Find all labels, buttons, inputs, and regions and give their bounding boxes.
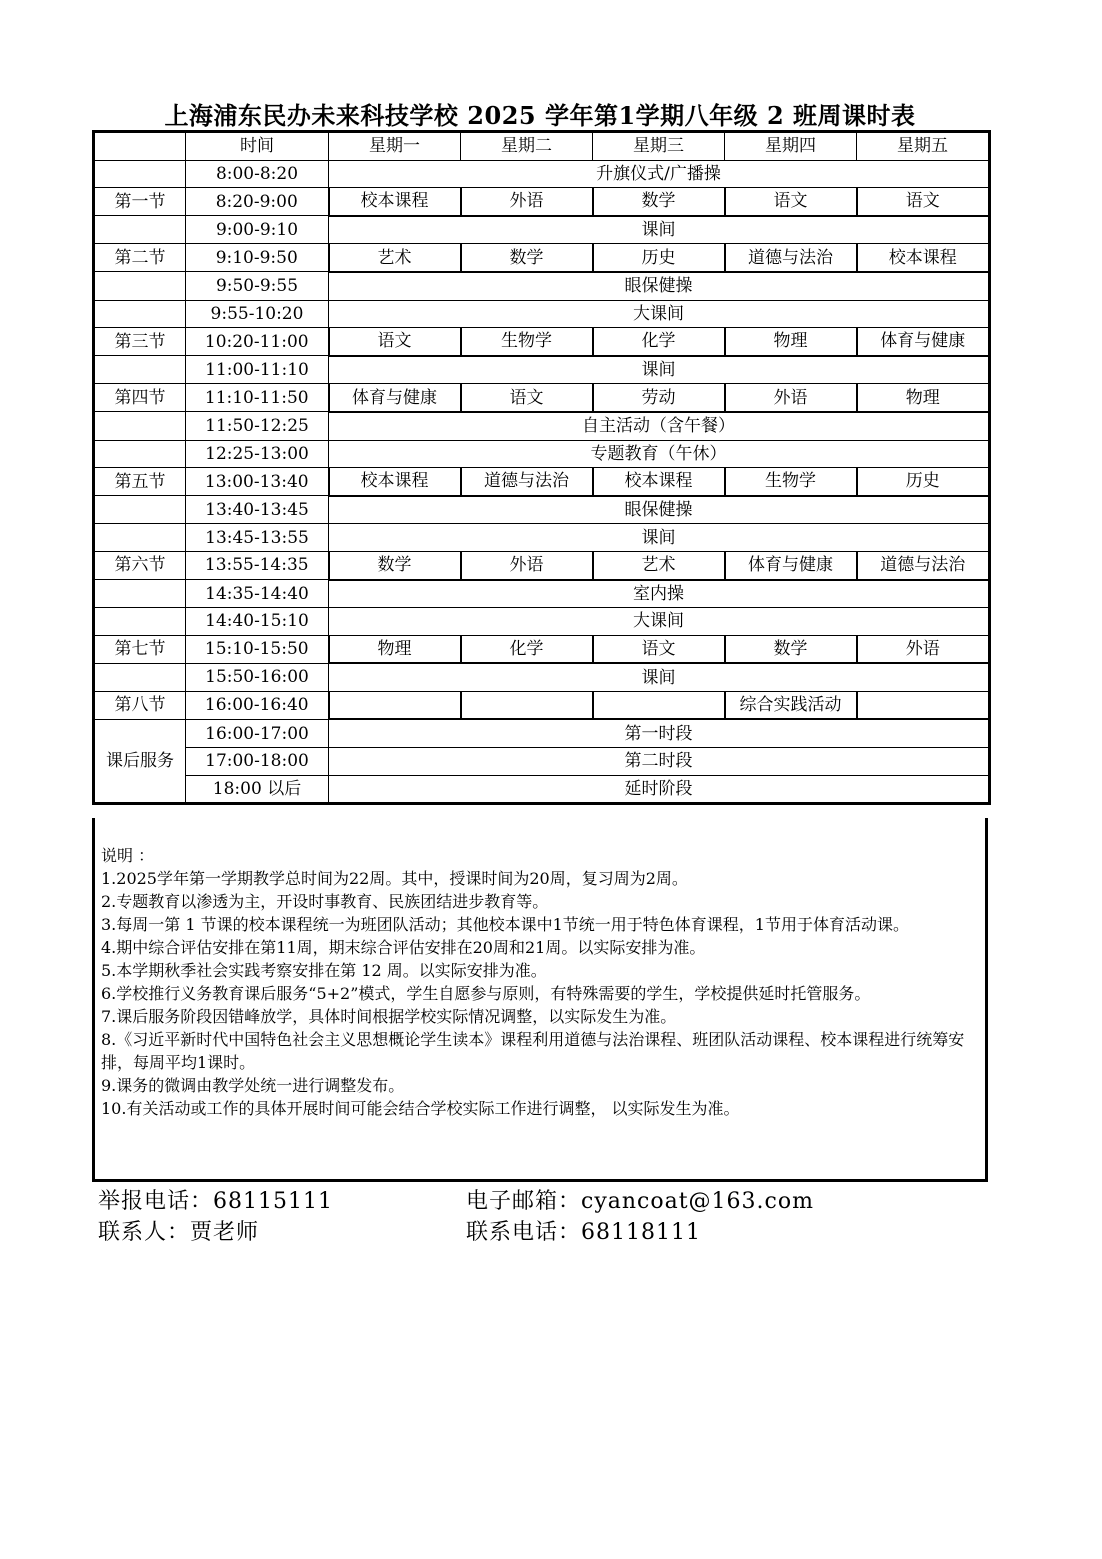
table-row <box>94 663 990 691</box>
activity-cell: 专题教育（午休） <box>329 440 990 468</box>
class-cell: 化学 <box>593 328 725 356</box>
table-row <box>94 244 990 272</box>
table-row <box>94 160 990 188</box>
column-header: 星期三 <box>593 132 725 161</box>
activity-cell: 眼保健操 <box>329 496 990 524</box>
contact-phone: 联系电话：68118111 <box>466 1220 701 1245</box>
class-cell: 道德与法治 <box>461 468 593 496</box>
class-cell: 外语 <box>857 635 990 663</box>
activity-cell: 延时阶段 <box>329 775 990 804</box>
class-cell: 校本课程 <box>593 468 725 496</box>
time-cell: 10:20-11:00 <box>186 328 329 356</box>
period-cell <box>94 496 186 524</box>
period-cell <box>94 356 186 384</box>
period-cell <box>94 272 186 300</box>
class-cell: 语文 <box>593 635 725 663</box>
time-cell: 8:20-9:00 <box>186 188 329 216</box>
activity-cell: 课间 <box>329 663 990 691</box>
activity-cell: 升旗仪式/广播操 <box>329 160 990 188</box>
time-cell: 15:10-15:50 <box>186 635 329 663</box>
contact-email: 电子邮箱：cyancoat@163.com <box>466 1189 814 1214</box>
column-header: 星期一 <box>329 132 461 161</box>
class-cell <box>857 691 990 719</box>
class-cell: 物理 <box>725 328 857 356</box>
period-cell <box>94 440 186 468</box>
note-line: 7.课后服务阶段因错峰放学，具体时间根据学校实际情况调整，以实际发生为准。 <box>101 1007 677 1026</box>
period-cell: 第四节 <box>94 384 186 412</box>
activity-cell: 第二时段 <box>329 748 990 776</box>
period-cell <box>94 663 186 691</box>
class-cell: 艺术 <box>329 244 461 272</box>
class-cell: 体育与健康 <box>329 384 461 412</box>
contact-person: 联系人：贾老师 <box>98 1220 260 1245</box>
column-header <box>94 132 186 161</box>
class-cell: 物理 <box>857 384 990 412</box>
note-line: 8.《习近平新时代中国特色社会主义思想概论学生读本》课程利用道德与法治课程、班团队活动课程、校本课程进行统筹安排，每周平均1课时。 <box>101 1030 965 1072</box>
period-cell: 第二节 <box>94 244 186 272</box>
time-cell: 14:40-15:10 <box>186 608 329 636</box>
table-row <box>94 356 990 384</box>
report-phone: 举报电话：68115111 <box>98 1189 333 1214</box>
note-line: 3.每周一第 1 节课的校本课程统一为班团队活动；其他校本课中1节统一用于特色体育课程，1节用于体育活动课。 <box>101 915 909 934</box>
column-header: 星期五 <box>857 132 990 161</box>
time-cell: 14:35-14:40 <box>186 580 329 608</box>
table-row <box>94 551 990 579</box>
time-cell: 16:00-17:00 <box>186 719 329 747</box>
time-cell: 17:00-18:00 <box>186 748 329 776</box>
after-school-label: 课后服务 <box>94 719 186 803</box>
table-row <box>94 580 990 608</box>
class-cell: 数学 <box>461 244 593 272</box>
class-cell: 数学 <box>329 551 461 579</box>
period-cell: 第五节 <box>94 468 186 496</box>
class-cell <box>461 691 593 719</box>
schedule-table <box>92 130 991 805</box>
note-line: 2.专题教育以渗透为主，开设时事教育、民族团结进步教育等。 <box>101 892 549 911</box>
time-cell: 18:00 以后 <box>186 775 329 804</box>
class-cell: 历史 <box>857 468 990 496</box>
period-cell <box>94 580 186 608</box>
class-cell: 历史 <box>593 244 725 272</box>
period-cell <box>94 608 186 636</box>
table-row <box>94 300 990 328</box>
table-row <box>94 748 990 776</box>
note-line: 4.期中综合评估安排在第11周，期末综合评估安排在20周和21周。以实际安排为准。 <box>101 938 706 957</box>
page-title: 上海浦东民办未来科技学校 2025 学年第1学期八年级 2 班周课时表 <box>164 101 916 130</box>
time-cell: 13:00-13:40 <box>186 468 329 496</box>
note-line: 10.有关活动或工作的具体开展时间可能会结合学校实际工作进行调整， 以实际发生为准。 <box>101 1099 740 1118</box>
table-row <box>94 635 990 663</box>
note-line: 6.学校推行义务教育课后服务“5+2”模式，学生自愿参与原则，有特殊需要的学生，学校提供延时托管服务。 <box>101 984 871 1003</box>
table-row <box>94 440 990 468</box>
period-cell <box>94 160 186 188</box>
time-cell: 11:00-11:10 <box>186 356 329 384</box>
note-line: 9.课务的微调由教学处统一进行调整发布。 <box>101 1076 405 1095</box>
table-row <box>94 328 990 356</box>
period-cell <box>94 524 186 552</box>
time-cell: 15:50-16:00 <box>186 663 329 691</box>
table-row <box>94 608 990 636</box>
time-cell: 11:10-11:50 <box>186 384 329 412</box>
activity-cell: 自主活动（含午餐） <box>329 412 990 440</box>
table-row <box>94 272 990 300</box>
time-cell: 12:25-13:00 <box>186 440 329 468</box>
class-cell: 外语 <box>461 551 593 579</box>
note-line: 5.本学期秋季社会实践考察安排在第 12 周。以实际安排为准。 <box>101 961 547 980</box>
header-row <box>94 132 990 161</box>
activity-cell: 眼保健操 <box>329 272 990 300</box>
period-cell: 第一节 <box>94 188 186 216</box>
class-cell: 语文 <box>857 188 990 216</box>
class-cell <box>593 691 725 719</box>
time-cell: 16:00-16:40 <box>186 691 329 719</box>
table-row <box>94 412 990 440</box>
table-row <box>94 216 990 244</box>
period-cell <box>94 412 186 440</box>
class-cell: 生物学 <box>725 468 857 496</box>
class-cell: 外语 <box>725 384 857 412</box>
class-cell: 道德与法治 <box>725 244 857 272</box>
time-cell: 9:10-9:50 <box>186 244 329 272</box>
class-cell <box>329 691 461 719</box>
time-cell: 9:00-9:10 <box>186 216 329 244</box>
column-header: 星期二 <box>461 132 593 161</box>
class-cell: 物理 <box>329 635 461 663</box>
time-cell: 13:45-13:55 <box>186 524 329 552</box>
period-cell: 第三节 <box>94 328 186 356</box>
activity-cell: 室内操 <box>329 580 990 608</box>
class-cell: 语文 <box>461 384 593 412</box>
column-header: 时间 <box>186 132 329 161</box>
class-cell: 综合实践活动 <box>725 691 857 719</box>
class-cell: 外语 <box>461 188 593 216</box>
activity-cell: 课间 <box>329 216 990 244</box>
table-row <box>94 719 990 747</box>
column-header: 星期四 <box>725 132 857 161</box>
table-row <box>94 775 990 804</box>
time-cell: 13:55-14:35 <box>186 551 329 579</box>
activity-cell: 课间 <box>329 356 990 384</box>
class-cell: 数学 <box>725 635 857 663</box>
class-cell: 数学 <box>593 188 725 216</box>
table-row <box>94 691 990 719</box>
class-cell: 校本课程 <box>857 244 990 272</box>
activity-cell: 第一时段 <box>329 719 990 747</box>
time-cell: 11:50-12:25 <box>186 412 329 440</box>
time-cell: 13:40-13:45 <box>186 496 329 524</box>
time-cell: 9:50-9:55 <box>186 272 329 300</box>
activity-cell: 大课间 <box>329 608 990 636</box>
notes-section <box>92 818 988 1182</box>
class-cell: 化学 <box>461 635 593 663</box>
period-cell: 第六节 <box>94 551 186 579</box>
table-row <box>94 384 990 412</box>
table-row <box>94 524 990 552</box>
activity-cell: 课间 <box>329 524 990 552</box>
period-cell: 第八节 <box>94 691 186 719</box>
time-cell: 8:00-8:20 <box>186 160 329 188</box>
table-row <box>94 496 990 524</box>
class-cell: 校本课程 <box>329 468 461 496</box>
period-cell <box>94 216 186 244</box>
class-cell: 劳动 <box>593 384 725 412</box>
class-cell: 语文 <box>725 188 857 216</box>
class-cell: 生物学 <box>461 328 593 356</box>
note-line: 1.2025学年第一学期教学总时间为22周。其中，授课时间为20周，复习周为2周。 <box>101 869 688 888</box>
period-cell: 第七节 <box>94 635 186 663</box>
class-cell: 校本课程 <box>329 188 461 216</box>
class-cell: 体育与健康 <box>725 551 857 579</box>
table-row <box>94 468 990 496</box>
table-row <box>94 188 990 216</box>
period-cell <box>94 300 186 328</box>
time-cell: 9:55-10:20 <box>186 300 329 328</box>
activity-cell: 大课间 <box>329 300 990 328</box>
class-cell: 道德与法治 <box>857 551 990 579</box>
class-cell: 体育与健康 <box>857 328 990 356</box>
class-cell: 语文 <box>329 328 461 356</box>
class-cell: 艺术 <box>593 551 725 579</box>
note-line: 说明 ： <box>101 846 155 865</box>
